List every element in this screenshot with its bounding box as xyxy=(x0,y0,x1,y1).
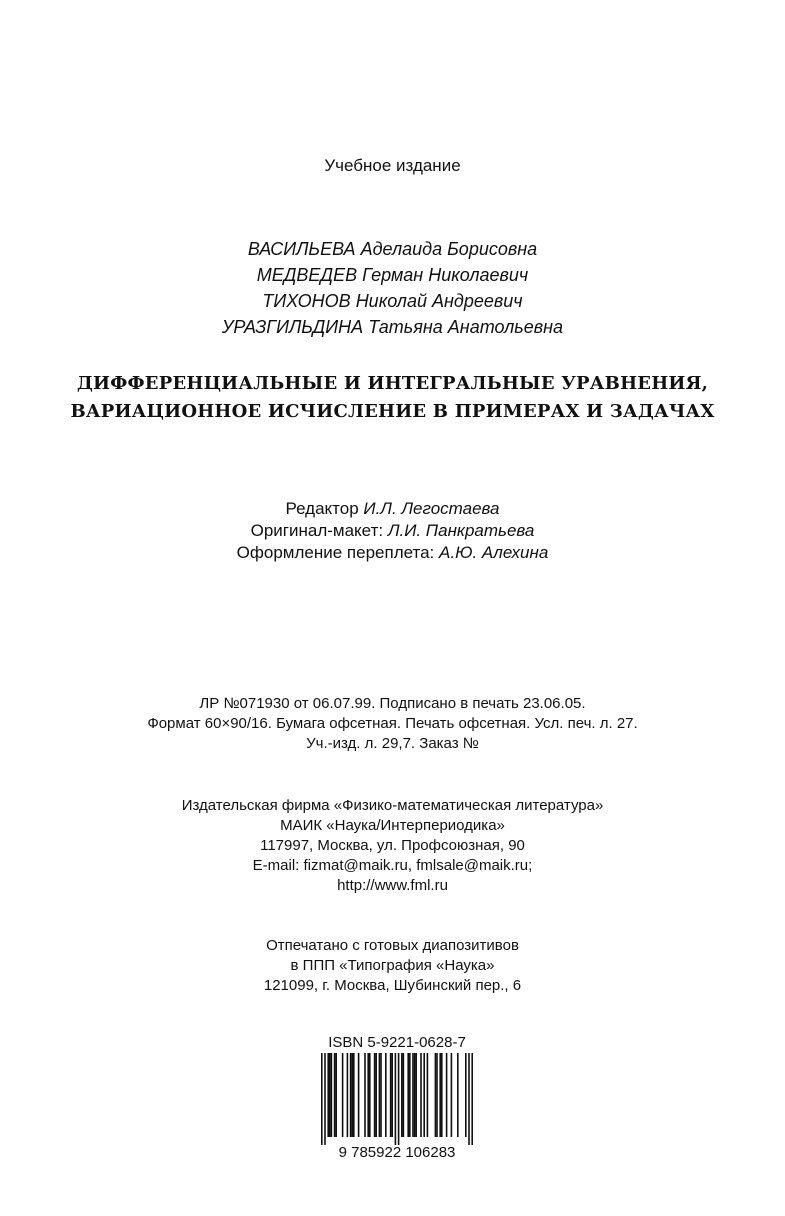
barcode-bar xyxy=(364,1053,366,1137)
barcode-bar xyxy=(327,1053,329,1137)
publisher-line: 117997, Москва, ул. Профсоюзная, 90 xyxy=(260,837,525,854)
barcode-bar xyxy=(398,1053,400,1145)
barcode-bar xyxy=(403,1053,405,1137)
author-given-names: Герман Николаевич xyxy=(362,265,529,285)
publication-line: ЛР №071930 от 06.07.99. Подписано в печать 23.06.05. xyxy=(199,695,586,712)
barcode-bar xyxy=(457,1053,459,1137)
barcode-bar xyxy=(395,1053,397,1145)
barcode-bar xyxy=(375,1053,377,1137)
barcode-bar xyxy=(435,1053,437,1137)
barcode-bar xyxy=(427,1053,429,1137)
barcode-bar xyxy=(385,1053,387,1137)
barcode-bar xyxy=(441,1053,443,1137)
barcode-bar xyxy=(390,1053,392,1137)
credit-line xyxy=(0,498,785,520)
barcode-bar xyxy=(342,1053,344,1137)
publisher-line: Издательская фирма «Физико-математическая литература» xyxy=(181,797,604,814)
printer-line: 121099, г. Москва, Шубинский пер., 6 xyxy=(263,977,522,994)
barcode-bar xyxy=(451,1053,453,1137)
barcode-bar xyxy=(412,1053,414,1137)
credit-name: И.Л. Легостаева xyxy=(363,499,500,518)
barcode-bar xyxy=(379,1053,381,1137)
author-line xyxy=(0,288,785,314)
barcode-bar xyxy=(351,1053,353,1137)
barcode-bar xyxy=(367,1053,369,1137)
barcode-bar xyxy=(420,1053,422,1137)
barcode-digits: 9 785922 106283 xyxy=(338,1144,456,1161)
barcode-bar xyxy=(358,1053,360,1137)
barcode-bar xyxy=(401,1053,403,1137)
barcode-bar xyxy=(415,1053,417,1137)
barcode-image xyxy=(312,1053,482,1161)
barcode-bar xyxy=(334,1053,336,1137)
barcode-bar xyxy=(471,1053,473,1145)
barcode-bar xyxy=(439,1053,441,1137)
credit-role: Оформление переплета: xyxy=(236,543,435,562)
credit-name: А.Ю. Алехина xyxy=(439,543,549,562)
isbn-block xyxy=(312,1034,482,1161)
credits xyxy=(0,498,785,564)
barcode-bar xyxy=(324,1053,326,1145)
author-line xyxy=(0,236,785,262)
barcode-bar xyxy=(436,1053,438,1137)
barcode-bar xyxy=(329,1053,331,1137)
credit-line xyxy=(0,520,785,542)
barcode-bar xyxy=(380,1053,382,1137)
authors-list xyxy=(0,236,785,340)
author-surname: ВАСИЛЬЕВА xyxy=(247,239,356,259)
publication-line: Уч.-изд. л. 29,7. Заказ № xyxy=(306,735,479,752)
barcode-bar xyxy=(350,1053,352,1137)
printer-info xyxy=(0,936,785,996)
author-surname: УРАЗГИЛЬДИНА xyxy=(221,317,364,337)
barcode-bar xyxy=(468,1053,470,1145)
author-line xyxy=(0,262,785,288)
barcode-bar xyxy=(446,1053,448,1137)
credit-line xyxy=(0,542,785,564)
publication-line: Формат 60×90/16. Бумага офсетная. Печать офсетная. Усл. печ. л. 27. xyxy=(147,715,638,732)
barcode-bar xyxy=(335,1053,337,1137)
isbn-number: ISBN 5-9221-0628-7 xyxy=(328,1034,466,1051)
barcode-bar xyxy=(347,1053,349,1137)
author-surname: МЕДВЕДЕВ xyxy=(256,265,358,285)
printer-line: в ППП «Типография «Наука» xyxy=(290,957,495,974)
barcode-bar xyxy=(391,1053,393,1137)
author-surname: ТИХОНОВ xyxy=(262,291,351,311)
author-given-names: Аделаида Борисовна xyxy=(360,239,538,259)
author-line xyxy=(0,314,785,340)
publication-info xyxy=(0,694,785,754)
barcode-bar xyxy=(407,1053,409,1137)
publisher-website: http://www.fml.ru xyxy=(337,877,448,894)
title-line: ДИФФЕРЕНЦИАЛЬНЫЕ И ИНТЕГРАЛЬНЫЕ УРАВНЕНИЯ, xyxy=(76,373,709,394)
publisher-info xyxy=(0,796,785,896)
publisher-line: МАИК «Наука/Интерпериодика» xyxy=(280,817,505,834)
barcode-bar xyxy=(409,1053,411,1137)
author-given-names: Николай Андреевич xyxy=(355,291,523,311)
publisher-email: E-mail: fizmat@maik.ru, fmlsale@maik.ru; xyxy=(252,857,533,874)
barcode-bar xyxy=(331,1053,333,1137)
title-line: ВАРИАЦИОННОЕ ИСЧИСЛЕНИЕ В ПРИМЕРАХ И ЗАДАЧАХ xyxy=(70,401,715,422)
barcode-bar xyxy=(423,1053,425,1137)
barcode-bar xyxy=(465,1053,467,1137)
author-given-names: Татьяна Анатольевна xyxy=(368,317,564,337)
barcode-bar xyxy=(321,1053,323,1145)
credit-role: Редактор xyxy=(285,499,359,518)
credit-role: Оригинал-макет: xyxy=(250,521,384,540)
barcode-bar xyxy=(414,1053,416,1137)
barcode-bar xyxy=(353,1053,355,1137)
barcode-bar xyxy=(374,1053,376,1137)
barcode-bar xyxy=(369,1053,371,1137)
credit-name: Л.И. Панкратьева xyxy=(387,521,535,540)
book-title xyxy=(0,370,785,426)
edition-type: Учебное издание xyxy=(324,156,461,175)
printer-line: Отпечатано с готовых диапозитивов xyxy=(266,937,519,954)
